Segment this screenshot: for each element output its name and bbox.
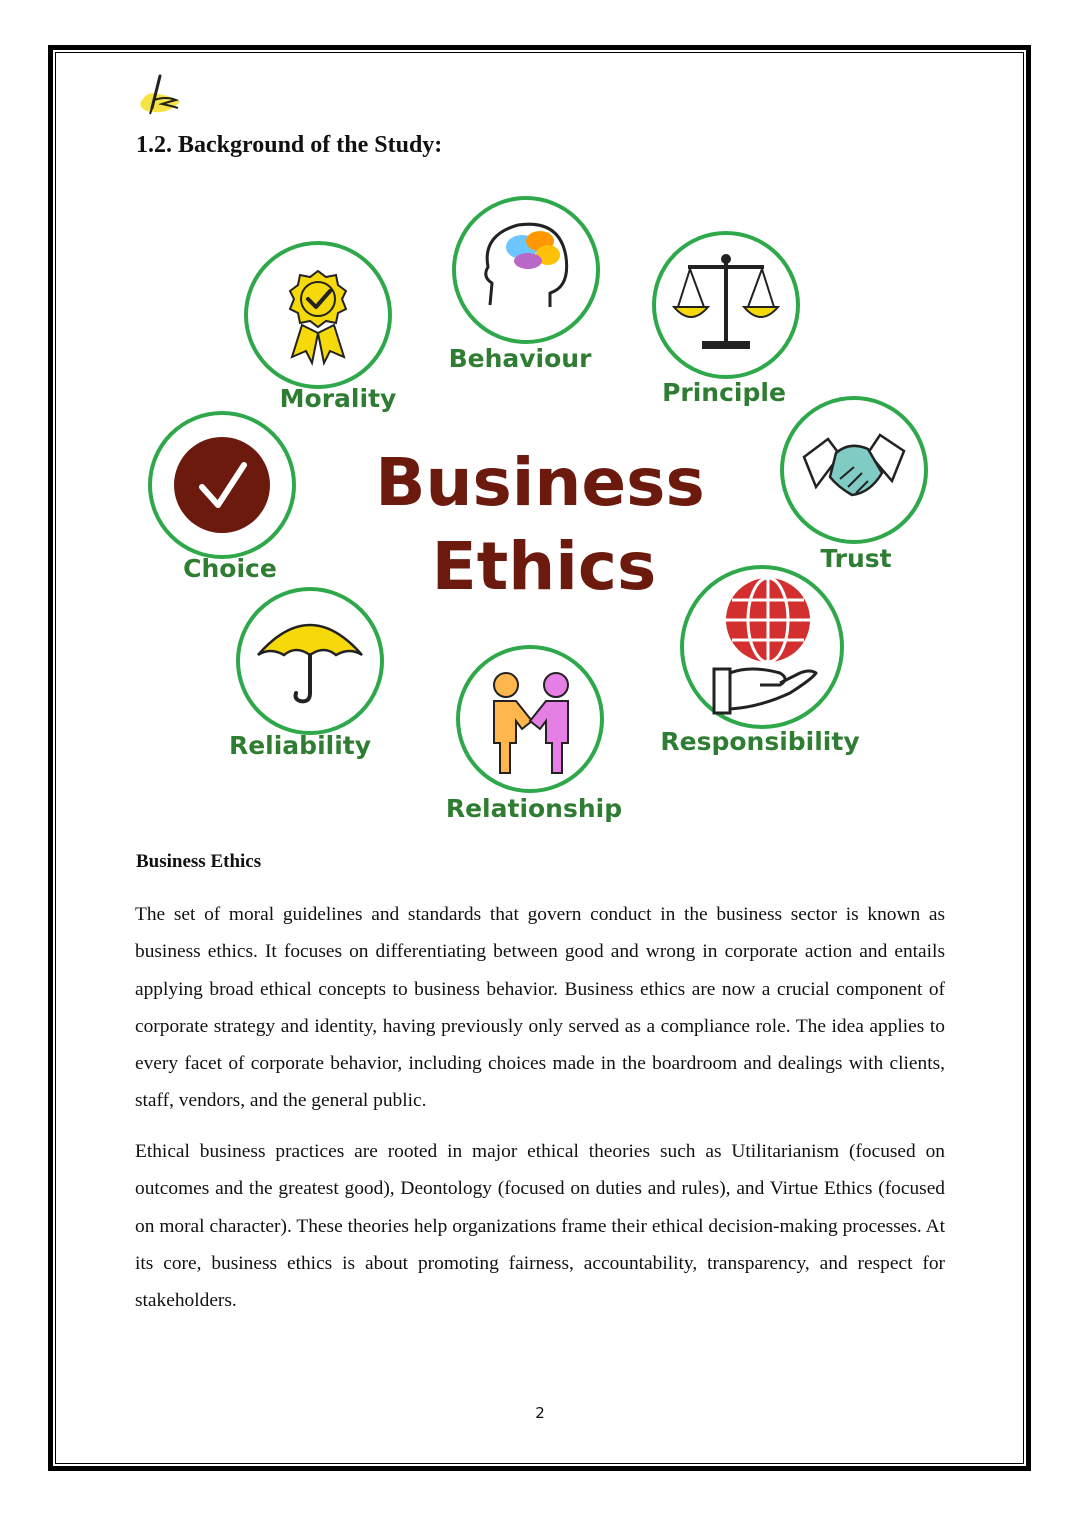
label-trust: Trust	[820, 544, 892, 573]
diagram-title-ethics: Ethics	[431, 528, 657, 605]
label-responsibility: Responsibility	[660, 727, 860, 756]
reliability-node	[229, 589, 382, 760]
section-heading: 1.2. Background of the Study:	[136, 132, 443, 158]
page-number: 2	[535, 1404, 545, 1422]
label-reliability: Reliability	[228, 731, 372, 760]
paragraph-1: The set of moral guidelines and standards that govern conduct in the business sector is known as business ethics. It focuses on differentiating between good and wrong in corporate action and entails applying broad ethical concepts to business behavior. Business ethics are now a crucial component of corporate strategy and identity, having previously only served as a compliance role. The idea applies to every facet of corporate behavior, including choices made in the boardroom and dealings with clients, staff, vendors, and the general public.	[135, 904, 945, 1112]
pen-writing-icon	[132, 70, 192, 118]
label-choice: Choice	[183, 554, 277, 583]
principle-node	[654, 233, 798, 407]
responsibility-node	[660, 567, 859, 756]
label-behaviour: Behaviour	[448, 344, 592, 373]
subheading-business-ethics: Business Ethics	[136, 851, 262, 872]
label-morality: Morality	[279, 384, 397, 413]
paragraph-2: Ethical business practices are rooted in major ethical theories such as Utilitarianism (focused on outcomes and the greatest good), Deontology (focused on duties and rules), and Virtue Ethics (focused on moral character). These theories help organizations frame their ethical decision-making processes. At its core, business ethics is about promoting fairness, accountability, transparency, and respect for stakeholders.	[135, 1141, 945, 1312]
label-relationship: Relationship	[445, 794, 623, 823]
relationship-node	[446, 647, 622, 823]
check-mark-icon	[174, 437, 270, 533]
behaviour-node	[449, 198, 598, 373]
diagram-title-business: Business	[375, 444, 705, 521]
trust-node	[782, 398, 926, 573]
label-principle: Principle	[662, 378, 786, 407]
choice-node	[150, 413, 294, 583]
morality-node	[246, 243, 396, 413]
business-ethics-diagram	[140, 195, 940, 835]
